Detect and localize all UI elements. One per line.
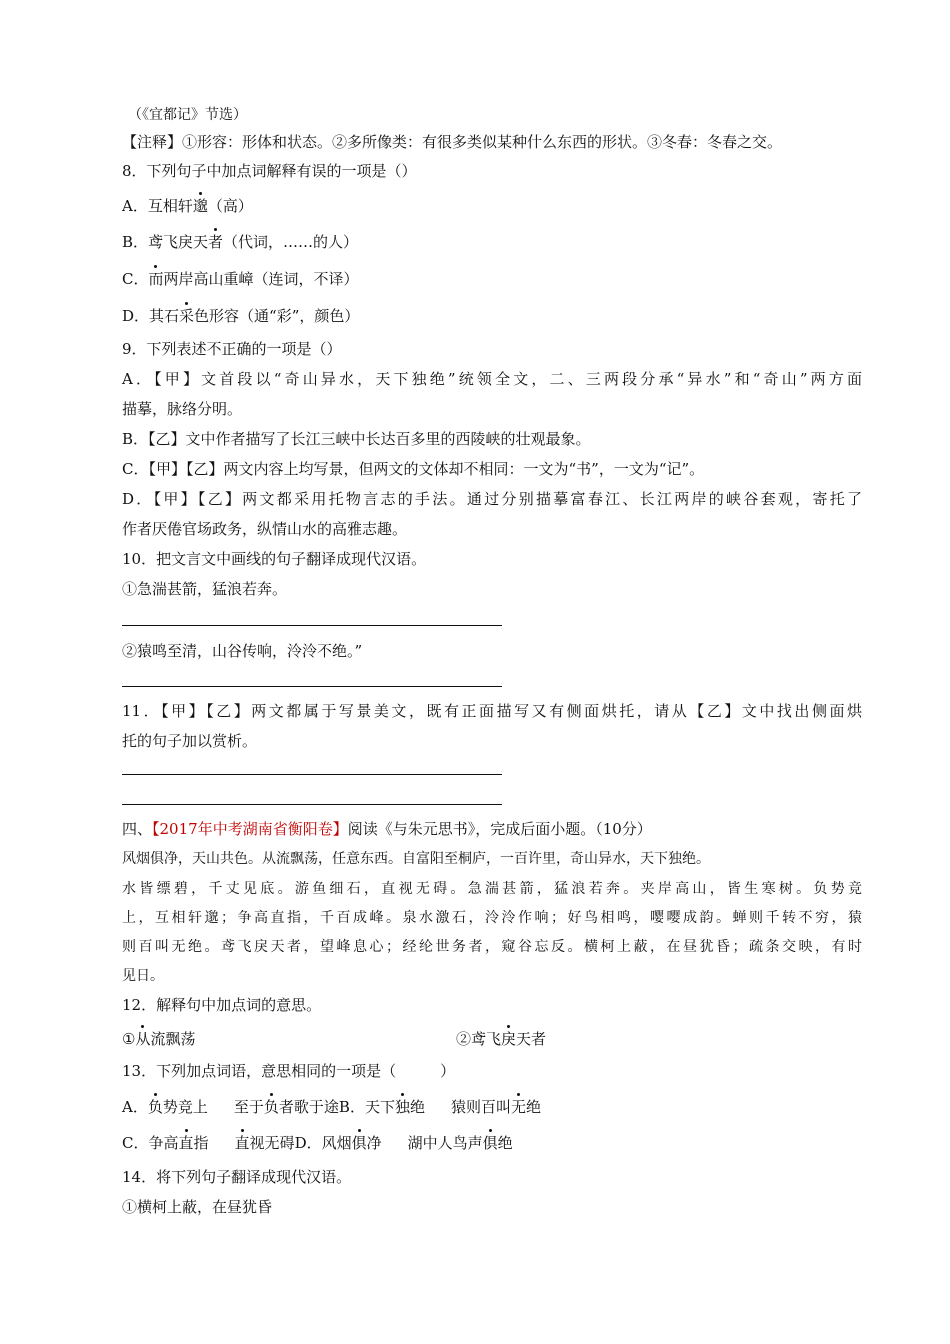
q11-line1: 11．【甲】【乙】两文都属于写景美文，既有正面描写又有侧面烘托，请从【乙】文中找出侧面烘 xyxy=(122,702,862,720)
q12-item-1: ①从流飘荡 xyxy=(122,1030,196,1048)
passage-line: 则百叫无绝。鸢飞戾天者，望峰息心；经纶世务者，窥谷忘反。横柯上蔽，在昼犹昏；疏条交映，有时 xyxy=(122,939,862,955)
answer-blank-line[interactable] xyxy=(122,804,502,805)
q10-sentence-1: ①急湍甚箭，猛浪若奔。 xyxy=(122,580,288,598)
emphasis-dot-char: 独 xyxy=(394,1098,410,1116)
q8-option-b: B．鸢飞戾天者（代词，……的人） xyxy=(122,233,359,251)
exam-source-tag: 【2017年中考湖南省衡阳卷】 xyxy=(152,820,348,838)
passage-line: 水皆缥碧，千丈见底。游鱼细石，直视无碍。急湍甚箭，猛浪若奔。夹岸高山，皆生寒树。负势竞 xyxy=(122,881,862,897)
q13-options-ab: A．负势竞上 至于负者歌于途B．天下独绝 猿则百叫无绝 xyxy=(122,1098,542,1116)
answer-blank-line[interactable] xyxy=(122,686,502,687)
section-4-heading: 四、【2017年中考湖南省衡阳卷】阅读《与朱元思书》，完成后面小题。（10分） xyxy=(122,820,652,838)
q9-stem: 9．下列表述不正确的一项是（） xyxy=(122,340,342,358)
q12-items xyxy=(122,1028,862,1050)
q14-stem: 14．将下列句子翻译成现代汉语。 xyxy=(122,1168,352,1186)
emphasis-dot-char: 者 xyxy=(208,233,224,251)
answer-blank-line[interactable] xyxy=(122,625,502,626)
emphasis-dot-char: 负 xyxy=(263,1098,279,1116)
q9-option-d-line2: 作者厌倦官场政务，纵情山水的高雅志趣。 xyxy=(122,520,408,538)
annotation-note: 【注释】①形容：形体和状态。②多所像类：有很多类似某种什么东西的形状。③冬春：冬春之交。 xyxy=(122,133,783,151)
emphasis-dot-char: 采 xyxy=(179,307,195,325)
q8-option-d: D．其石采色形容（通“彩”，颜色） xyxy=(122,307,360,325)
q10-stem: 10．把文言文中画线的句子翻译成现代汉语。 xyxy=(122,550,427,568)
emphasis-dot-char: 戾 xyxy=(501,1030,517,1048)
q13-options-cd: C．争高直指 直视无碍D．风烟俱净 湖中人鸟声俱绝 xyxy=(122,1134,513,1152)
q8-stem: 8．下列句子中加点词解释有误的一项是（） xyxy=(122,162,417,180)
q11-line2: 托的句子加以赏析。 xyxy=(122,732,258,750)
q9-option-a-line1: A．【甲】文首段以“奇山异水，天下独绝”统领全文，二、三两段分承“异水”和“奇山”两方面 xyxy=(122,370,862,388)
source-line: （《宜都记》节选） xyxy=(128,107,247,123)
q9-option-a-line2: 描摹，脉络分明。 xyxy=(122,400,243,418)
q12-stem: 12．解释句中加点词的意思。 xyxy=(122,996,322,1014)
passage-line: 风烟俱净，天山共色。从流飘荡，任意东西。自富阳至桐庐，一百许里，奇山异水，天下独绝。 xyxy=(122,851,710,867)
emphasis-dot-char: 邈 xyxy=(192,197,208,215)
q8-option-c: C．而两岸高山重嶂（连词，不译） xyxy=(122,270,359,288)
emphasis-dot-char: 直 xyxy=(178,1134,194,1152)
answer-blank-line[interactable] xyxy=(122,774,502,775)
passage-line: 上，互相轩邈；争高直指，千百成峰。泉水激石，泠泠作响；好鸟相鸣，嘤嘤成韵。蝉则千转不穷，猿 xyxy=(122,910,862,926)
q12-item-2: ②鸢飞戾天者 xyxy=(456,1030,547,1048)
q13-stem: 13．下列加点词语，意思相同的一项是（ ） xyxy=(122,1062,456,1080)
emphasis-dot-char: 俱 xyxy=(351,1134,367,1152)
q9-option-b: B．【乙】文中作者描写了长江三峡中长达百多里的西陵峡的壮观最象。 xyxy=(122,430,591,448)
emphasis-dot-char: 从 xyxy=(135,1030,151,1048)
emphasis-dot-char: 而 xyxy=(148,270,164,288)
emphasis-dot-char: 无 xyxy=(511,1098,527,1116)
q9-option-d-line1: D．【甲】【乙】两文都采用托物言志的手法。通过分别描摹富春江、长江两岸的峡谷套观，寄托了 xyxy=(122,490,862,508)
q8-option-a: A．互相轩邈（高） xyxy=(122,197,253,215)
emphasis-dot-char: 负 xyxy=(147,1098,163,1116)
emphasis-dot-char: 俱 xyxy=(482,1134,498,1152)
passage-line: 见日。 xyxy=(122,968,164,984)
q10-sentence-2: ②猿鸣至清，山谷传响，泠泠不绝。” xyxy=(122,642,363,660)
q14-sentence-1: ①横柯上蔽，在昼犹昏 xyxy=(122,1198,273,1216)
emphasis-dot-char: 直 xyxy=(234,1134,250,1152)
q9-option-c: C．【甲】【乙】两文内容上均写景，但两文的文体却不相同：一文为“书”，一文为“记”。 xyxy=(122,460,705,478)
